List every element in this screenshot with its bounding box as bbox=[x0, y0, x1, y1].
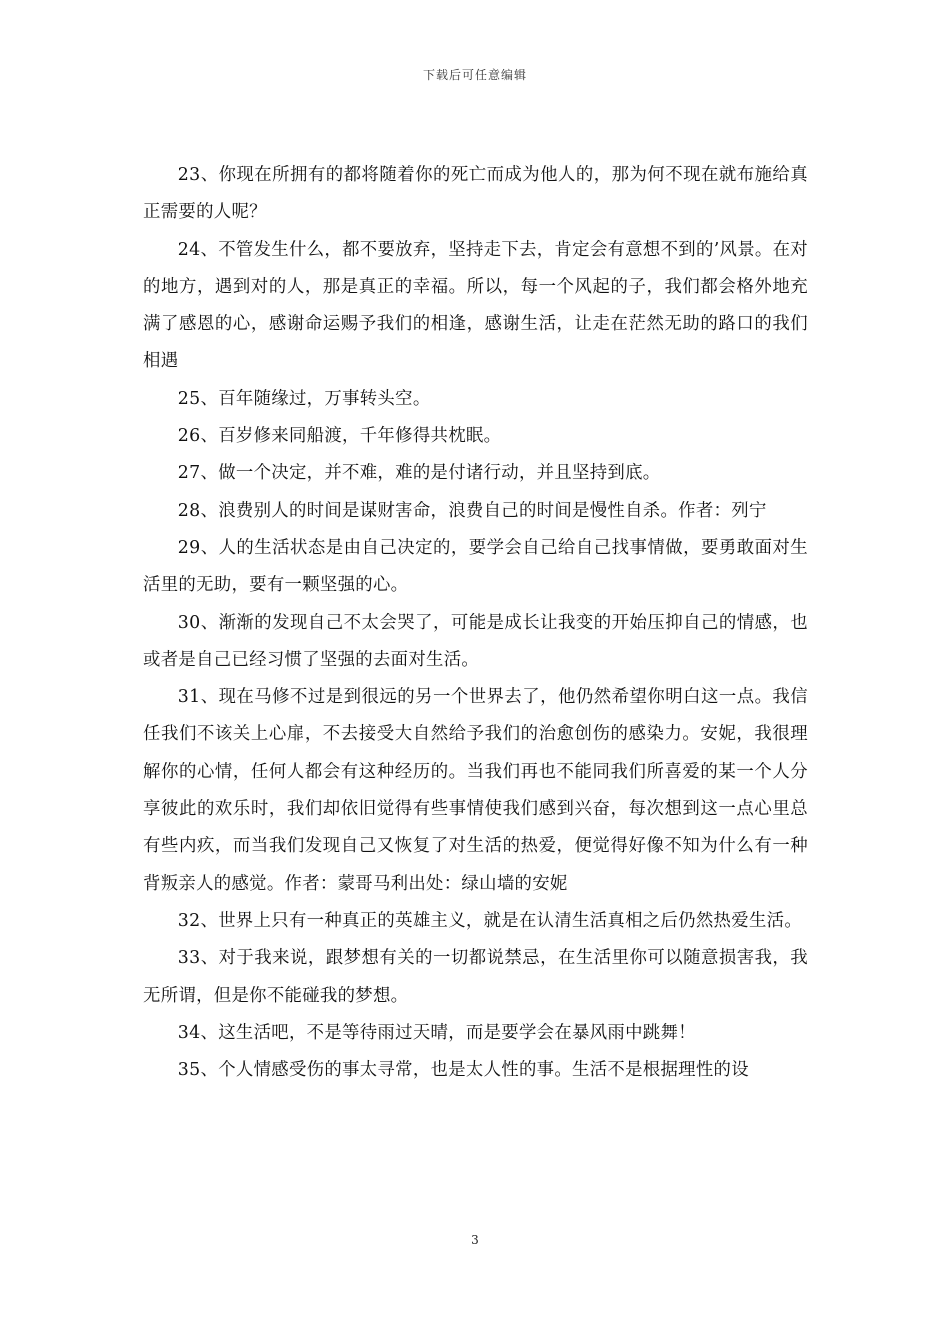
paragraph-35: 35、个人情感受伤的事太寻常，也是太人性的事。生活不是根据理性的设 bbox=[177, 1060, 749, 1081]
document-body bbox=[143, 157, 808, 1089]
paragraph-25: 25、百年随缘过，万事转头空。 bbox=[177, 388, 431, 409]
paragraph-30: 30、渐渐的发现自己不太会哭了，可能是成长让我变的开始压抑自己的情感，也或者是自己已经习惯了坚强的去面对生活。 bbox=[143, 612, 808, 670]
paragraph-27: 27、做一个决定，并不难，难的是付诸行动，并且坚持到底。 bbox=[177, 463, 661, 484]
paragraph-28: 28、浪费别人的时间是谋财害命，浪费自己的时间是慢性自杀。作者：列宁 bbox=[177, 500, 767, 521]
paragraph-34: 34、这生活吧，不是等待雨过天晴，而是要学会在暴风雨中跳舞！ bbox=[177, 1022, 696, 1043]
paragraph-32: 32、世界上只有一种真正的英雄主义，就是在认清生活真相之后仍然热爱生活。 bbox=[177, 910, 803, 931]
paragraph-26: 26、百岁修来同船渡，千年修得共枕眠。 bbox=[177, 426, 502, 447]
page-number: 3 bbox=[471, 1233, 479, 1247]
paragraph-29: 29、人的生活状态是由自己决定的，要学会自己给自己找事情做，要勇敢面对生活里的无助，要有一颗坚强的心。 bbox=[143, 537, 808, 596]
paragraph-31: 31、现在马修不过是到很远的另一个世界去了，他仍然希望你明白这一点。我信任我们不该关上心扉，不去接受大自然给予我们的治愈创伤的感染力。安妮，我很理解你的心情，任何人都会有这种经历的。当我们再也不能同我们所喜爱的某一个人分享彼此的欢乐时，我们却依旧觉得有些事情使我们感到兴奋，每次想到这一点心里总有些内疚，而当我们发现自己又恢复了对生活的热爱，便觉得好像不知为什么有一种背叛亲人的感觉。作者：蒙哥马利出处：绿山墙的安妮 bbox=[143, 687, 808, 894]
paragraph-23: 23、你现在所拥有的都将随着你的死亡而成为他人的，那为何不现在就布施给真正需要的人呢？ bbox=[143, 165, 808, 223]
paragraph-24: 24、不管发生什么，都不要放弃，坚持走下去，肯定会有意想不到的’风景。在对的地方，遇到对的人，那是真正的幸福。所以，每一个风起的子，我们都会格外地充满了感恩的心，感谢命运赐予我们的相逢，感谢生活，让走在茫然无助的路口的我们相遇 bbox=[143, 239, 808, 372]
page-header: 下载后可任意编辑 bbox=[422, 68, 527, 82]
paragraph-33: 33、对于我来说，跟梦想有关的一切都说禁忌，在生活里你可以随意损害我，我无所谓，但是你不能碰我的梦想。 bbox=[143, 948, 808, 1006]
